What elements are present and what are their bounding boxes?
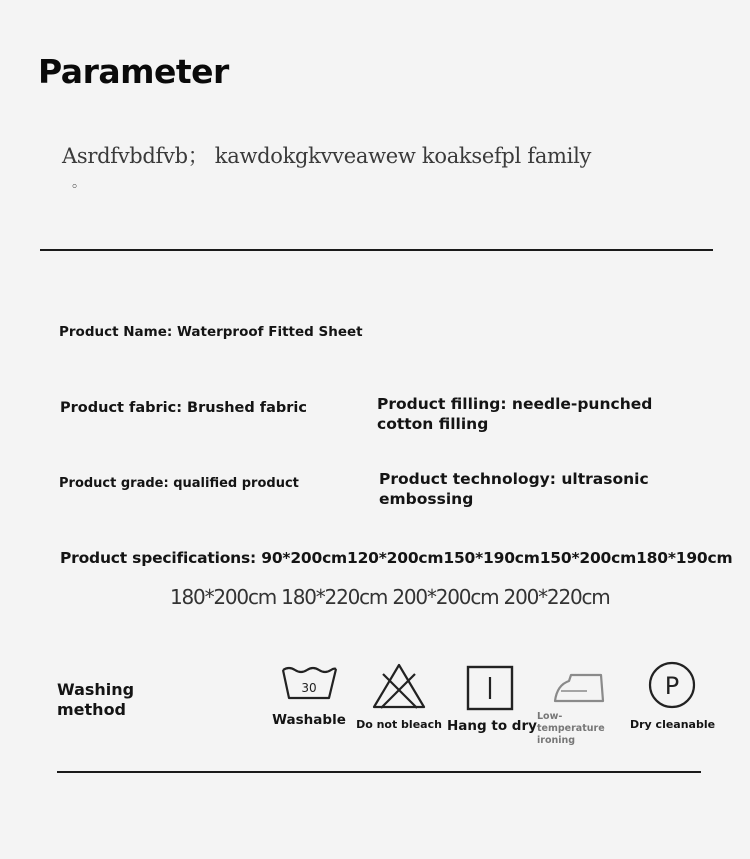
product-name: Product Name: Waterproof Fitted Sheet [59,324,363,340]
page-title: Parameter [38,52,229,91]
product-technology: Product technology: ultrasonic embossing [379,470,649,508]
care-label-washable: Washable [272,712,346,728]
no-bleach-icon [371,662,427,710]
bottom-divider [57,771,701,773]
dry-clean-p-icon [647,660,697,710]
care-label-low-iron: Low-temperature ironing [537,711,605,746]
svg-text:P: P [664,672,680,700]
iron-low-icon [551,669,607,705]
care-item-hang-dry [447,664,537,734]
washtub-30-icon [279,664,339,704]
product-sizes-extra: 180*200cm 180*220cm 200*200cm 200*220cm [170,585,610,609]
product-specifications: Product specifications: 90*200cm120*200cm150*190cm150*200cm180*190cm [60,549,733,567]
subtitle-text: Asrdfvbdfvb； kawdokgkvveawew koaksefpl family [62,144,592,168]
hang-dry-icon [465,664,515,712]
product-fabric: Product fabric: Brushed fabric [60,400,307,416]
care-label-no-bleach: Do not bleach [356,718,442,731]
care-item-dry-clean [630,660,714,731]
care-item-no-bleach [354,662,444,731]
top-divider [40,249,713,251]
care-label-hang-dry: Hang to dry [447,718,537,734]
product-filling: Product filling: needle-punched cotton filling [377,395,653,433]
washing-method-label: Washing method [57,680,135,719]
product-grade: Product grade: qualified product [59,476,299,491]
svg-text:30: 30 [301,681,317,695]
care-item-low-iron [537,669,627,747]
subtitle-mark: 。 [72,175,86,191]
care-item-washable [270,664,348,728]
care-label-dry-clean: Dry cleanable [630,718,716,731]
